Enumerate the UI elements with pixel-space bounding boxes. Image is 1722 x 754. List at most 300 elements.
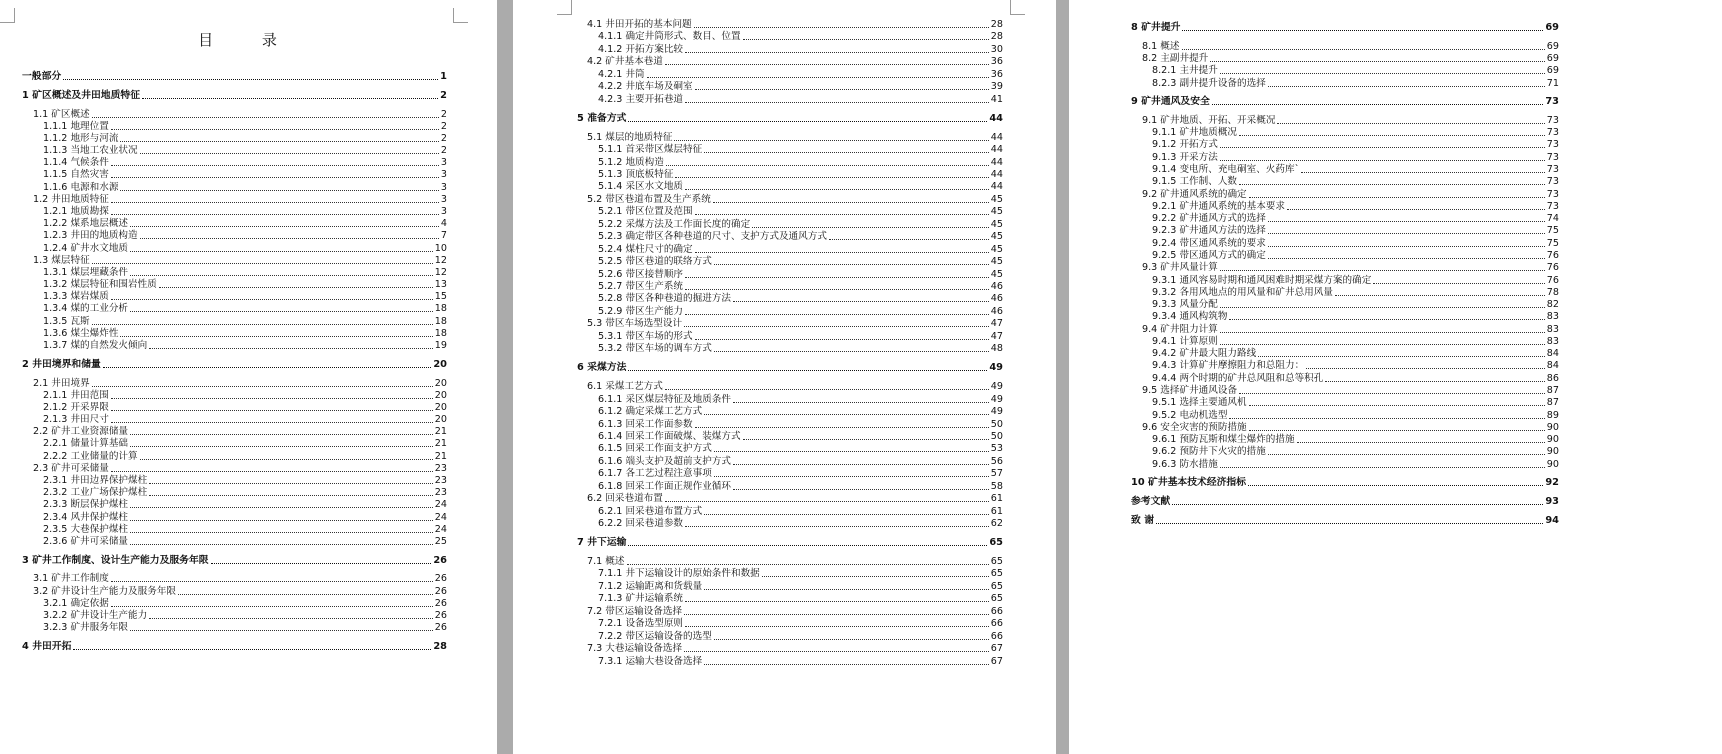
toc-entry-title: 2.1.1 井田范围 <box>43 389 109 401</box>
toc-section-entry[interactable] <box>1142 40 1559 53</box>
toc-entry-title: 6.1.2 确定采煤工艺方式 <box>598 406 703 418</box>
crop-mark-top-right <box>453 8 468 23</box>
toc-page-number: 15 <box>434 291 447 303</box>
toc-section-entry[interactable] <box>587 55 1003 68</box>
toc-entry-title: 3.2.2 矿井设计生产能力 <box>43 609 148 621</box>
toc-entry-title: 9.6.1 预防瓦斯和煤尘爆炸的措施 <box>1152 434 1295 446</box>
toc-subsection-entry[interactable] <box>43 597 447 610</box>
toc-section-entry[interactable] <box>33 108 447 121</box>
toc-dot-leader <box>92 386 433 387</box>
toc-subsection-entry[interactable] <box>1152 458 1559 471</box>
toc-subsection-entry[interactable] <box>43 315 447 328</box>
toc-chapter-entry[interactable] <box>1131 95 1559 108</box>
toc-entry-title: 4.2 矿井基本巷道 <box>587 56 663 68</box>
toc-entry-title: 9.3.4 通风构筑物 <box>1152 311 1228 323</box>
toc-subsection-entry[interactable] <box>1152 409 1559 422</box>
toc-subsection-entry[interactable] <box>598 442 1003 455</box>
toc-page-number: 82 <box>1546 299 1559 311</box>
toc-section-entry[interactable] <box>587 555 1003 568</box>
toc-entry-title: 5.3.2 带区车场的调车方式 <box>598 343 712 355</box>
toc-page-number: 19 <box>434 339 447 351</box>
toc-entry-title: 1 矿区概述及井田地质特征 <box>22 89 140 101</box>
toc-page-number: 2 <box>440 89 447 101</box>
toc-entry-title: 5.1.3 顶底板特征 <box>598 168 674 180</box>
crop-mark-top-right <box>1010 0 1025 15</box>
toc-subsection-entry[interactable] <box>598 342 1003 355</box>
toc-entry-title: 5.1 煤层的地质特征 <box>587 131 673 143</box>
toc-entry-title: 1.1.2 地形与河流 <box>43 132 119 144</box>
toc-dot-leader <box>752 227 989 228</box>
toc-subsection-entry[interactable] <box>598 255 1003 268</box>
toc-dot-leader <box>111 165 439 166</box>
toc-page-number: 10 <box>434 242 447 254</box>
toc-entry-title: 9.1.5 工作制、人数 <box>1152 176 1238 188</box>
toc-subsection-entry[interactable] <box>598 292 1003 305</box>
toc-section-entry[interactable] <box>1142 261 1559 274</box>
toc-chapter-entry[interactable] <box>22 554 447 567</box>
toc-dot-leader <box>695 89 989 90</box>
toc-dot-leader <box>111 422 433 423</box>
toc-subsection-entry[interactable] <box>43 535 447 548</box>
toc-subsection-entry[interactable] <box>43 156 447 169</box>
toc-subsection-entry[interactable] <box>43 302 447 315</box>
toc-subsection-entry[interactable] <box>43 486 447 499</box>
toc-page-number: 26 <box>434 622 447 634</box>
toc-page-number: 75 <box>1546 237 1559 249</box>
toc-dot-leader <box>1229 319 1544 320</box>
toc-subsection-entry[interactable] <box>598 655 1003 668</box>
toc-dot-leader <box>704 514 989 515</box>
toc-page-number: 24 <box>434 499 447 511</box>
toc-subsection-entry[interactable] <box>1152 396 1559 409</box>
toc-subsection-entry[interactable] <box>598 430 1003 443</box>
toc-entry-title: 7 井下运输 <box>577 537 627 549</box>
toc-page-number: 66 <box>990 605 1003 617</box>
toc-entry-title: 2.3.6 矿井可采储量 <box>43 535 129 547</box>
toc-section-entry[interactable] <box>587 605 1003 618</box>
toc-page-number: 69 <box>1546 40 1559 52</box>
toc-subsection-entry[interactable] <box>43 389 447 402</box>
toc-dot-leader <box>92 117 439 118</box>
toc-dot-leader <box>130 630 433 631</box>
toc-subsection-entry[interactable] <box>43 401 447 414</box>
toc-subsection-entry[interactable] <box>43 609 447 622</box>
toc-dot-leader <box>695 214 989 215</box>
toc-subsection-entry[interactable] <box>43 413 447 426</box>
toc-subsection-entry[interactable] <box>598 617 1003 630</box>
toc-entry-title: 5.1.2 地质构造 <box>598 156 664 168</box>
toc-dot-leader <box>685 314 989 315</box>
toc-page-number: 73 <box>1546 176 1559 188</box>
toc-entry-title: 3.2.3 矿井服务年限 <box>43 622 129 634</box>
toc-dot-leader <box>63 79 438 80</box>
toc-section-entry[interactable] <box>587 642 1003 655</box>
toc-dot-leader <box>685 626 989 627</box>
toc-entry-title: 4.2.2 井底车场及硐室 <box>598 81 693 93</box>
toc-page-number: 61 <box>990 493 1003 505</box>
toc-dot-leader <box>628 545 987 546</box>
toc-subsection-entry[interactable] <box>43 229 447 242</box>
toc-entry-title: 8.2.1 主井提升 <box>1152 65 1218 77</box>
toc-entry-title: 9.1.3 开采方法 <box>1152 151 1218 163</box>
toc-page-number: 3 <box>440 169 447 181</box>
toc-section-entry[interactable] <box>587 380 1003 393</box>
toc-subsection-entry[interactable] <box>1152 335 1559 348</box>
toc-page-number: 44 <box>990 181 1003 193</box>
toc-entry-title: 1.3.6 煤尘爆炸性 <box>43 327 119 339</box>
toc-subsection-entry[interactable] <box>43 217 447 230</box>
toc-chapter-entry[interactable] <box>1131 476 1559 489</box>
toc-subsection-entry[interactable] <box>1152 372 1559 385</box>
toc-subsection-entry[interactable] <box>598 230 1003 243</box>
toc-entry-title: 9.4.4 两个时期的矿井总风阻和总等积孔 <box>1152 372 1324 384</box>
toc-entry-title: 1.3.1 煤层埋藏条件 <box>43 266 129 278</box>
toc-subsection-entry[interactable] <box>598 180 1003 193</box>
toc-dot-leader <box>684 651 989 652</box>
toc-subsection-entry[interactable] <box>598 168 1003 181</box>
toc-page-number: 50 <box>990 418 1003 430</box>
toc-entry-title: 5.2.3 确定带区各种巷道的尺寸、支护方式及通风方式 <box>598 231 827 243</box>
toc-entry-title: 4 井田开拓 <box>22 640 72 652</box>
toc-page-number: 65 <box>990 556 1003 567</box>
toc-page-number: 83 <box>1546 311 1559 323</box>
toc-subsection-entry[interactable] <box>1152 151 1559 164</box>
toc-dot-leader <box>130 544 433 545</box>
toc-subsection-entry[interactable] <box>1152 163 1559 176</box>
toc-page-number: 46 <box>990 293 1003 305</box>
toc-page-number: 61 <box>990 505 1003 517</box>
toc-dot-leader <box>685 189 989 190</box>
toc-subsection-entry[interactable] <box>598 280 1003 293</box>
toc-subsection-entry[interactable] <box>1152 200 1559 213</box>
toc-subsection-entry[interactable] <box>1152 126 1559 139</box>
toc-dot-leader <box>829 239 989 240</box>
toc-entry-title: 6.1.4 回采工作面破煤、装煤方式 <box>598 430 741 442</box>
toc-entry-title: 7.3.1 运输大巷设备选择 <box>598 655 703 667</box>
toc-entry-title: 1.3 煤层特征 <box>33 254 90 266</box>
toc-subsection-entry[interactable] <box>1152 212 1559 225</box>
toc-subsection-entry[interactable] <box>598 330 1003 343</box>
toc-dot-leader <box>130 532 433 533</box>
toc-entry-title: 2.1.3 井田尺寸 <box>43 414 109 426</box>
toc-page-number: 44 <box>990 131 1003 143</box>
toc-chapter-entry[interactable] <box>22 358 447 371</box>
toc-subsection-entry[interactable] <box>1152 237 1559 250</box>
toc-dot-leader <box>628 370 987 371</box>
toc-dot-leader <box>140 153 439 154</box>
toc-dot-leader <box>665 64 989 65</box>
toc-section-entry[interactable] <box>1142 384 1559 397</box>
toc-subsection-entry[interactable] <box>43 450 447 463</box>
toc-dot-leader <box>111 398 433 399</box>
toc-entry-title: 9.4 矿井阻力计算 <box>1142 323 1218 335</box>
toc-dot-leader <box>695 252 989 253</box>
toc-entry-title: 1.1.6 电源和水源 <box>43 181 119 193</box>
toc-dot-leader <box>159 287 433 288</box>
toc-subsection-entry[interactable] <box>598 80 1003 93</box>
toc-page-number: 30 <box>990 43 1003 55</box>
toc-dot-leader <box>111 129 439 130</box>
toc-subsection-entry[interactable] <box>598 592 1003 605</box>
toc-subsection-entry[interactable] <box>43 621 447 634</box>
toc-section-entry[interactable] <box>587 131 1003 144</box>
toc-dot-leader <box>647 77 989 78</box>
toc-subsection-entry[interactable] <box>1152 249 1559 262</box>
document-page-3 <box>1069 0 1722 754</box>
toc-page-number: 18 <box>434 327 447 339</box>
toc-chapter-entry[interactable] <box>577 112 1003 125</box>
toc-page-number: 23 <box>434 487 447 499</box>
toc-subsection-entry[interactable] <box>598 405 1003 418</box>
toc-subsection-entry[interactable] <box>1152 224 1559 237</box>
toc-entry-title: 9.6.2 预防井下火灾的措施 <box>1152 446 1266 458</box>
toc-subsection-entry[interactable] <box>598 205 1003 218</box>
toc-entry-title: 6.1 采煤工艺方式 <box>587 381 663 393</box>
toc-page-number: 44 <box>990 156 1003 168</box>
toc-subsection-entry[interactable] <box>1152 286 1559 299</box>
toc-entry-title: 7.2.2 带区运输设备的选型 <box>598 630 712 642</box>
toc-entry-title: 5.2.5 带区巷道的联络方式 <box>598 256 712 268</box>
toc-entry-title: 5 准备方式 <box>577 112 627 124</box>
toc-dot-leader <box>140 238 439 239</box>
toc-chapter-entry[interactable] <box>22 640 447 653</box>
toc-entry-title: 1.2 井田地质特征 <box>33 193 109 205</box>
toc-entry-title: 2.2 矿井工业资源储量 <box>33 426 129 438</box>
toc-section-entry[interactable] <box>587 193 1003 206</box>
toc-section-entry[interactable] <box>1142 188 1559 201</box>
toc-entry-title: 9 矿井通风及安全 <box>1131 96 1210 108</box>
toc-dot-leader <box>1239 135 1545 136</box>
toc-entry-title: 9.4.1 计算原则 <box>1152 335 1218 347</box>
toc-subsection-entry[interactable] <box>598 393 1003 406</box>
toc-dot-leader <box>674 140 988 141</box>
toc-subsection-entry[interactable] <box>1152 347 1559 360</box>
toc-page-number: 90 <box>1546 446 1559 458</box>
toc-page-number: 26 <box>433 554 447 566</box>
toc-subsection-entry[interactable] <box>1152 138 1559 151</box>
toc-chapter-entry[interactable] <box>1131 514 1559 527</box>
toc-dot-leader <box>1220 332 1545 333</box>
toc-section-entry[interactable] <box>1142 323 1559 336</box>
toc-section-entry[interactable] <box>33 193 447 206</box>
toc-page-number: 71 <box>1546 77 1559 89</box>
toc-entry-title: 8.2.3 副井提升设备的选择 <box>1152 77 1266 89</box>
toc-dot-leader <box>733 489 989 490</box>
toc-section-entry[interactable] <box>33 254 447 267</box>
toc-subsection-entry[interactable] <box>598 580 1003 593</box>
toc-subsection-entry[interactable] <box>598 156 1003 169</box>
toc-section-entry[interactable] <box>33 572 447 585</box>
toc-title: 目 录 <box>198 31 299 49</box>
toc-subsection-entry[interactable] <box>598 305 1003 318</box>
toc-dot-leader <box>685 52 989 53</box>
toc-subsection-entry[interactable] <box>43 327 447 340</box>
toc-subsection-entry[interactable] <box>43 181 447 194</box>
toc-page-number: 93 <box>1545 496 1559 508</box>
toc-entry-title: 4.2.3 主要开拓巷道 <box>598 93 684 105</box>
toc-subsection-entry[interactable] <box>598 455 1003 468</box>
document-page-2 <box>513 0 1056 754</box>
toc-subsection-entry[interactable] <box>43 242 447 255</box>
toc-dot-leader <box>1277 123 1544 124</box>
toc-subsection-entry[interactable] <box>43 523 447 536</box>
toc-subsection-entry[interactable] <box>598 418 1003 431</box>
toc-subsection-entry[interactable] <box>1152 433 1559 446</box>
toc-section-entry[interactable] <box>1142 421 1559 434</box>
toc-dot-leader <box>733 402 989 403</box>
toc-dot-leader <box>1212 104 1544 105</box>
toc-section-entry[interactable] <box>587 492 1003 505</box>
toc-subsection-entry[interactable] <box>43 168 447 181</box>
toc-page-number: 3 <box>440 157 447 169</box>
toc-subsection-entry[interactable] <box>43 144 447 157</box>
toc-dot-leader <box>675 177 988 178</box>
toc-subsection-entry[interactable] <box>43 290 447 303</box>
crop-mark-top-left <box>557 0 572 15</box>
toc-subsection-entry[interactable] <box>43 474 447 487</box>
toc-page-number: 92 <box>1545 477 1559 489</box>
toc-subsection-entry[interactable] <box>598 505 1003 518</box>
toc-page-number: 67 <box>990 643 1003 655</box>
toc-dot-leader <box>92 324 433 325</box>
toc-subsection-entry[interactable] <box>598 143 1003 156</box>
toc-chapter-entry[interactable] <box>22 89 447 102</box>
toc-dot-leader <box>1268 454 1545 455</box>
toc-dot-leader <box>695 427 989 428</box>
toc-dot-leader <box>762 576 989 577</box>
toc-subsection-entry[interactable] <box>598 30 1003 43</box>
toc-subsection-entry[interactable] <box>43 120 447 133</box>
toc-subsection-entry[interactable] <box>1152 175 1559 188</box>
toc-entry-title: 7.1.2 运输距离和货载量 <box>598 580 703 592</box>
toc-page-number: 44 <box>990 168 1003 180</box>
toc-page-number: 65 <box>990 580 1003 592</box>
toc-page-number: 73 <box>1545 96 1559 108</box>
toc-page-number: 45 <box>990 231 1003 243</box>
toc-dot-leader <box>714 451 989 452</box>
toc-subsection-entry[interactable] <box>1152 77 1559 90</box>
toc-subsection-entry[interactable] <box>598 218 1003 231</box>
toc-page-number: 84 <box>1546 360 1559 372</box>
toc-subsection-entry[interactable] <box>598 93 1003 106</box>
toc-page-number: 18 <box>434 315 447 327</box>
toc-entry-title: 3.2.1 确定依据 <box>43 597 109 609</box>
toc-page-number: 69 <box>1546 52 1559 64</box>
toc-subsection-entry[interactable] <box>43 511 447 524</box>
toc-subsection-entry[interactable] <box>1152 64 1559 77</box>
toc-entry-title: 2.3.4 风井保护煤柱 <box>43 511 129 523</box>
toc-chapter-entry[interactable] <box>22 70 447 83</box>
toc-subsection-entry[interactable] <box>598 567 1003 580</box>
toc-dot-leader <box>1306 368 1545 369</box>
toc-page-number: 21 <box>434 438 447 450</box>
toc-dot-leader <box>1268 258 1545 259</box>
toc-entry-title: 5.2 带区巷道布置及生产系统 <box>587 193 711 205</box>
toc-subsection-entry[interactable] <box>1152 298 1559 311</box>
toc-dot-leader <box>1156 523 1543 524</box>
toc-section-entry[interactable] <box>1142 52 1559 65</box>
toc-entry-title: 5.3 带区车场选型设计 <box>587 318 683 330</box>
toc-section-entry[interactable] <box>33 377 447 390</box>
toc-page-number: 20 <box>434 389 447 401</box>
toc-section-entry[interactable] <box>1142 114 1559 127</box>
toc-subsection-entry[interactable] <box>43 278 447 291</box>
toc-dot-leader <box>1335 295 1545 296</box>
toc-subsection-entry[interactable] <box>1152 445 1559 458</box>
toc-page-number: 45 <box>990 193 1003 205</box>
toc-subsection-entry[interactable] <box>1152 274 1559 287</box>
toc-dot-leader <box>1297 442 1545 443</box>
toc-subsection-entry[interactable] <box>1152 359 1559 372</box>
toc-subsection-entry[interactable] <box>598 517 1003 530</box>
toc-subsection-entry[interactable] <box>598 268 1003 281</box>
toc-entry-title: 9.4.3 计算矿井摩擦阻力和总阻力： <box>1152 360 1305 372</box>
toc-page-number: 21 <box>434 450 447 462</box>
toc-chapter-entry[interactable] <box>1131 495 1559 508</box>
toc-entry-title: 6.1.3 回采工作面参数 <box>598 418 693 430</box>
toc-page-number: 50 <box>990 430 1003 442</box>
toc-entry-title: 9.2.4 带区通风系统的要求 <box>1152 237 1266 249</box>
toc-section-entry[interactable] <box>587 317 1003 330</box>
toc-subsection-entry[interactable] <box>43 437 447 450</box>
toc-dot-leader <box>149 348 433 349</box>
toc-entry-title: 8.2 主副井提升 <box>1142 52 1209 64</box>
toc-entry-title: 2.1.2 开采界限 <box>43 401 109 413</box>
toc-section-entry[interactable] <box>587 18 1003 31</box>
toc-entry-title: 2.3.3 断层保护煤柱 <box>43 499 129 511</box>
toc-subsection-entry[interactable] <box>598 68 1003 81</box>
toc-entry-title: 7.1 概述 <box>587 556 625 567</box>
toc-dot-leader <box>713 202 989 203</box>
toc-dot-leader <box>1220 467 1545 468</box>
toc-section-entry[interactable] <box>33 462 447 475</box>
toc-entry-title: 2.3.2 工业广场保护煤柱 <box>43 487 148 499</box>
toc-subsection-entry[interactable] <box>43 498 447 511</box>
toc-subsection-entry[interactable] <box>43 132 447 145</box>
toc-page-number: 45 <box>990 243 1003 255</box>
toc-entry-title: 4.1 井田开拓的基本问题 <box>587 19 692 30</box>
toc-subsection-entry[interactable] <box>1152 310 1559 323</box>
toc-dot-leader <box>665 389 989 390</box>
toc-page-number: 18 <box>434 303 447 315</box>
toc-dot-leader <box>1220 270 1545 271</box>
toc-subsection-entry[interactable] <box>43 266 447 279</box>
toc-chapter-entry[interactable] <box>577 361 1003 374</box>
toc-subsection-entry[interactable] <box>43 339 447 352</box>
toc-subsection-entry[interactable] <box>598 480 1003 493</box>
toc-subsection-entry[interactable] <box>598 467 1003 480</box>
toc-page-number: 76 <box>1546 262 1559 274</box>
toc-page-number: 78 <box>1546 286 1559 298</box>
toc-chapter-entry[interactable] <box>577 536 1003 549</box>
toc-section-entry[interactable] <box>33 585 447 598</box>
toc-dot-leader <box>733 301 989 302</box>
toc-subsection-entry[interactable] <box>598 43 1003 56</box>
toc-entry-title: 致 谢 <box>1131 514 1155 526</box>
toc-subsection-entry[interactable] <box>598 243 1003 256</box>
toc-page-number: 90 <box>1546 421 1559 433</box>
toc-page-number: 65 <box>990 593 1003 605</box>
toc-chapter-entry[interactable] <box>1131 21 1559 34</box>
toc-entry-title: 6.1.8 回采工作面正规作业循环 <box>598 480 731 492</box>
toc-entry-title: 4.2.1 井筒 <box>598 68 645 80</box>
toc-page-number: 46 <box>990 281 1003 292</box>
toc-subsection-entry[interactable] <box>598 630 1003 643</box>
toc-page-number: 12 <box>434 254 447 266</box>
toc-dot-leader <box>704 589 989 590</box>
toc-section-entry[interactable] <box>33 425 447 438</box>
toc-subsection-entry[interactable] <box>43 205 447 218</box>
